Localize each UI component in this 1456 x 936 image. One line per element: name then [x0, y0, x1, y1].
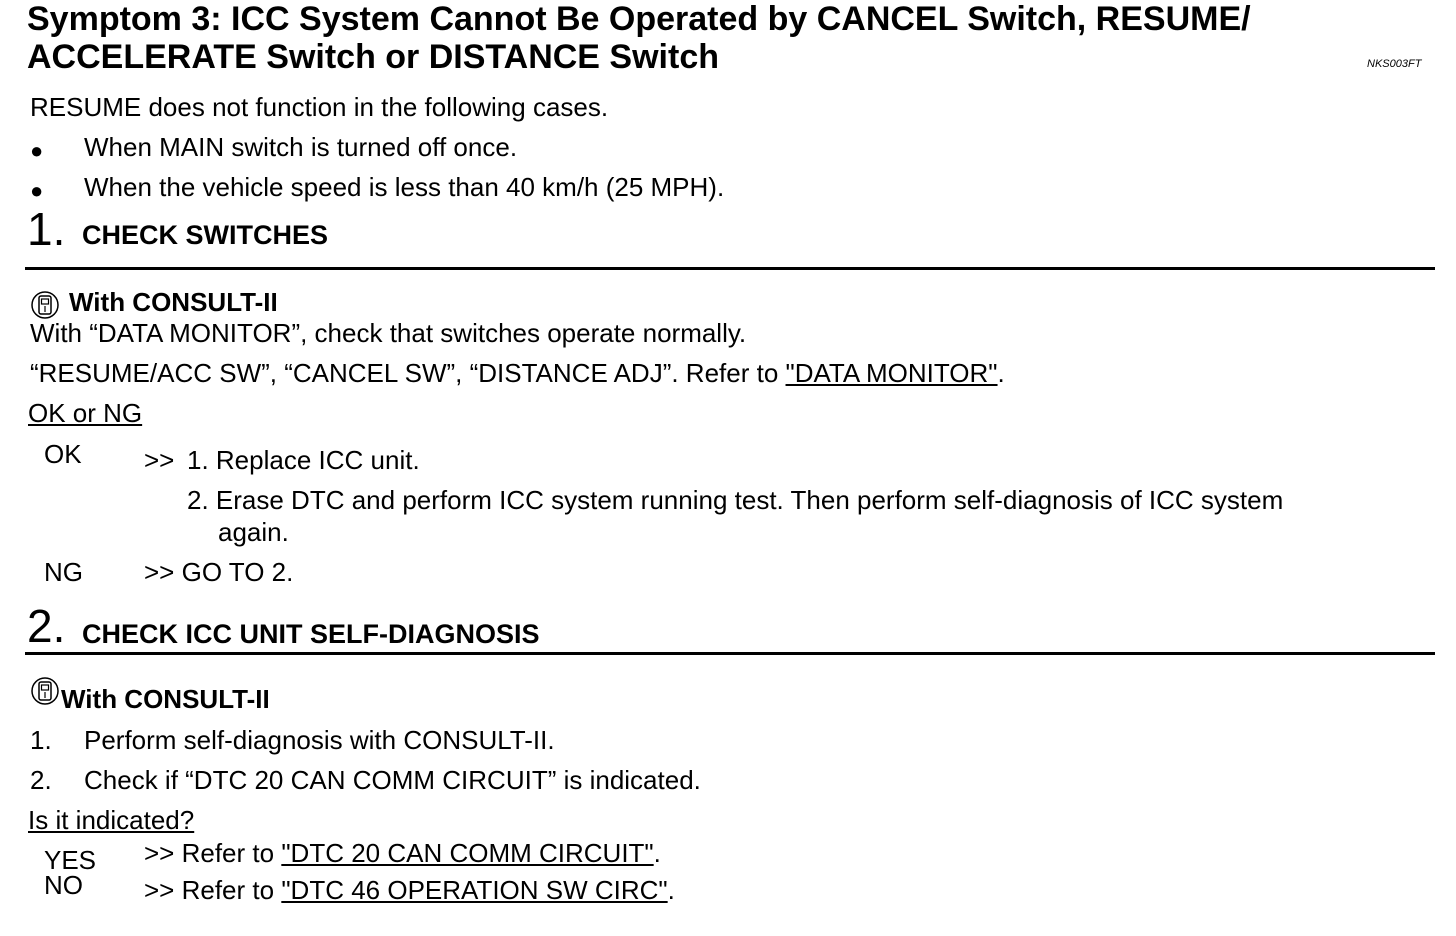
- step-2-item-2-number: 2.: [30, 765, 52, 795]
- bullet-icon: ●: [30, 178, 44, 203]
- step-2-number: 2.: [27, 600, 66, 652]
- yes-result-text: >> Refer to: [144, 838, 282, 868]
- step-1-title: CHECK SWITCHES: [82, 220, 329, 250]
- step-1-question: OK or NG: [28, 398, 143, 428]
- no-result: [144, 875, 675, 905]
- intro-text: RESUME does not function in the following cases.: [30, 92, 609, 122]
- ok-item-1: 1. Replace ICC unit.: [187, 445, 420, 475]
- no-label: NO: [44, 870, 83, 900]
- dtc-20-link[interactable]: "DTC 20 CAN COMM CIRCUIT": [281, 838, 654, 868]
- step-1-divider: [25, 267, 1435, 270]
- yes-label: YES: [44, 845, 97, 875]
- yes-result: [144, 838, 661, 868]
- no-result-suffix: .: [667, 875, 675, 905]
- intro-bullet-2: When the vehicle speed is less than 40 km/h (25 MPH).: [84, 172, 725, 202]
- ok-arrow: >>: [144, 445, 175, 475]
- ng-go-to-2: >> GO TO 2.: [144, 557, 294, 587]
- step-1-line-1: With “DATA MONITOR”, check that switches operate normally.: [30, 318, 747, 348]
- dtc-46-link[interactable]: "DTC 46 OPERATION SW CIRC": [281, 875, 668, 905]
- step-1-number: 1.: [27, 203, 66, 255]
- step-2-item-1-number: 1.: [30, 725, 52, 755]
- step-1-consult-heading: With CONSULT-II: [69, 287, 278, 317]
- step-1-line-2: [30, 358, 1005, 388]
- step-1-line-2-text: “RESUME/ACC SW”, “CANCEL SW”, “DISTANCE ADJ”. Refer to: [30, 358, 786, 388]
- intro-bullet-1: When MAIN switch is turned off once.: [84, 132, 518, 162]
- page-title-line1: Symptom 3: ICC System Cannot Be Operated by CANCEL Switch, RESUME/: [27, 0, 1251, 38]
- consult-tester-icon: [30, 290, 60, 320]
- step-2-question: Is it indicated?: [28, 805, 195, 835]
- step-2-divider: [25, 652, 1435, 655]
- yes-result-suffix: .: [653, 838, 661, 868]
- bullet-icon: ●: [30, 138, 44, 163]
- step-2-title: CHECK ICC UNIT SELF-DIAGNOSIS: [82, 619, 540, 649]
- step-2-consult-heading: With CONSULT-II: [61, 684, 270, 714]
- consult-tester-icon: [30, 676, 60, 706]
- step-2-item-1-text: Perform self-diagnosis with CONSULT-II.: [84, 725, 555, 755]
- section-code: NKS003FT: [1367, 58, 1422, 70]
- data-monitor-link[interactable]: "DATA MONITOR": [785, 358, 998, 388]
- no-result-text: >> Refer to: [144, 875, 282, 905]
- step-2-item-2-text: Check if “DTC 20 CAN COMM CIRCUIT” is indicated.: [84, 765, 701, 795]
- step-1-line-2-suffix: .: [997, 358, 1005, 388]
- ok-label: OK: [44, 439, 82, 469]
- ok-item-2-cont: again.: [218, 517, 289, 547]
- ok-item-2: 2. Erase DTC and perform ICC system running test. Then perform self-diagnosis of ICC system: [187, 485, 1284, 515]
- page-title-line2: ACCELERATE Switch or DISTANCE Switch: [27, 38, 720, 76]
- ng-label: NG: [44, 557, 83, 587]
